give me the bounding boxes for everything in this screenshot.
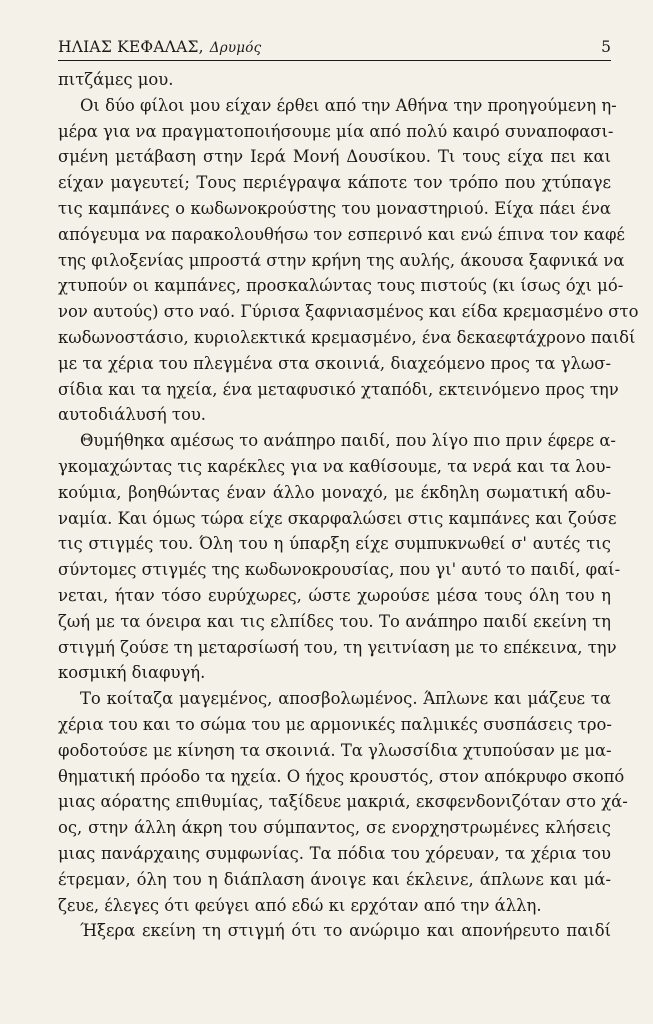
text-line: γκομαχώντας τις καρέκλες για να καθίσουμε, τα νερά και τα λου- <box>58 456 611 476</box>
text-line: χέρια του και το σώμα του με αρμονικές παλμικές συσπάσεις τρο- <box>58 714 612 734</box>
text-line: σμένη μετάβαση στην Ιερά Μονή Δουσίκου. Τι τους είχα πει και <box>58 147 611 167</box>
text-line: κούμια, βοηθώντας έναν άλλο μοναχό, με έκδηλη σωματική αδυ- <box>58 482 611 502</box>
text-line: θηματική πρόοδο τα ηχεία. Ο ήχος κρουστός, στον απόκρυφο σκοπό <box>58 766 625 786</box>
text-line: σύντομες στιγμές της κωδωνοκρουσίας, που γι' αυτό το παιδί, φαί- <box>58 560 621 580</box>
text-line: μέρα για να πραγματοποιήσουμε μία από πολύ καιρό συναποφασι- <box>58 121 614 141</box>
text-line: σίδια και τα ηχεία, ένα μεταφυσικό χταπόδι, εκτεινόμενο προς την <box>58 379 619 399</box>
text-line: ναμία. Και όμως τώρα είχε σκαρφαλώσει στις καμπάνες και ζούσε <box>58 508 617 528</box>
text-line: με τα χέρια του πλεγμένα στα σκοινιά, διαχεόμενο προς τα γλωσ- <box>58 353 611 373</box>
text-line: μιας πανάρχαιης συμφωνίας. Τα πόδια του χόρευαν, τα χέρια του <box>58 843 611 863</box>
page-number: 5 <box>601 38 611 56</box>
text-line: έτρεμαν, όλη του η διάπλαση άνοιγε και έκλεινε, άπλωνε και μά- <box>58 869 611 889</box>
text-line: ος, στην άλλη άκρη του σύμπαντος, σε ενορχηστρωμένες κλήσεις <box>58 818 611 838</box>
text-line: κωδωνοστάσιο, κυριολεκτικά κρεμασμένο, ένα δεκαεφτάχρονο παιδί <box>58 327 636 347</box>
text-line: νεται, ήταν τόσο ευρύχωρες, ώστε χωρούσε μέσα τους όλη του η <box>58 585 611 605</box>
paragraph-4 <box>58 918 611 944</box>
text-line: ζευε, έλεγες ότι φεύγει από εδώ κι ερχόταν από την άλλη. <box>58 895 542 915</box>
paragraph-3 <box>58 686 628 918</box>
text-line: φοδοτούσε με κίνηση τα σκοινιά. Τα γλωσσίδια χτυπούσαν με μα- <box>58 740 612 760</box>
text-line: της φιλοξενίας μπροστά στην κρήνη της αυλής, άκουσα ξαφνικά να <box>58 250 625 270</box>
text-line: νον αυτούς) στο ναό. Γύρισα ξαφνιασμένος και είδα κρεμασμένο στο <box>58 302 639 322</box>
body-text <box>58 67 639 944</box>
text-line: αυτοδιάλυσή του. <box>58 405 207 425</box>
text-line: χτυπούν οι καμπάνες, προσκαλώντας τους πιστούς (κι ίσως όχι μό- <box>58 276 624 296</box>
text-line: κοσμική διαφυγή. <box>58 663 206 683</box>
text-line: πιτζάμες μου. <box>58 70 174 89</box>
paragraph-0 <box>58 67 611 93</box>
text-line: Θυμήθηκα αμέσως το ανάπηρο παιδί, που λίγο πιο πριν έφερε α- <box>80 431 616 451</box>
text-line: είχαν μαγευτεί; Τους περιέγραψα κάποτε τον τρόπο που χτύπαγε <box>58 173 611 193</box>
paragraph-2 <box>58 428 621 686</box>
text-line: ζωή με τα όνειρα και τις ελπίδες του. Το ανάπηρο παιδί εκείνη τη <box>58 611 611 631</box>
text-line: τις στιγμές του. Όλη του η ύπαρξη είχε συμπυκνωθεί σ' αυτές τις <box>58 534 611 554</box>
book-title: Δρυμός <box>209 40 262 56</box>
running-header <box>58 34 611 61</box>
text-line: Οι δύο φίλοι μου είχαν έρθει από την Αθήνα την προηγούμενη η- <box>80 95 617 115</box>
text-line: Το κοίταζα μαγεμένος, αποσβολωμένος. Άπλωνε και μάζευε τα <box>80 689 611 709</box>
text-line: τις καμπάνες ο κωδωνοκρούστης του μοναστηριού. Είχα πάει ένα <box>58 198 611 218</box>
author-name <box>58 38 261 56</box>
text-line: μιας αόρατης επιθυμίας, ταξίδευε μακριά, εκσφενδονιζόταν στο χά- <box>58 792 628 812</box>
paragraph-1 <box>58 93 639 428</box>
text-line: στιγμή ζούσε τη μεταρσίωσή του, τη γειτνίαση με το επέκεινα, την <box>58 637 617 657</box>
text-line: Ήξερα εκείνη τη στιγμή ότι το ανώριμο και απονήρευτο παιδί <box>80 921 611 941</box>
text-line: απόγευμα να παρακολουθήσω τον εσπερινό και ενώ έπινα τον καφέ <box>58 224 625 244</box>
author-text: ΗΛΙΑΣ ΚΕΦΑΛΑΣ, <box>58 38 204 56</box>
